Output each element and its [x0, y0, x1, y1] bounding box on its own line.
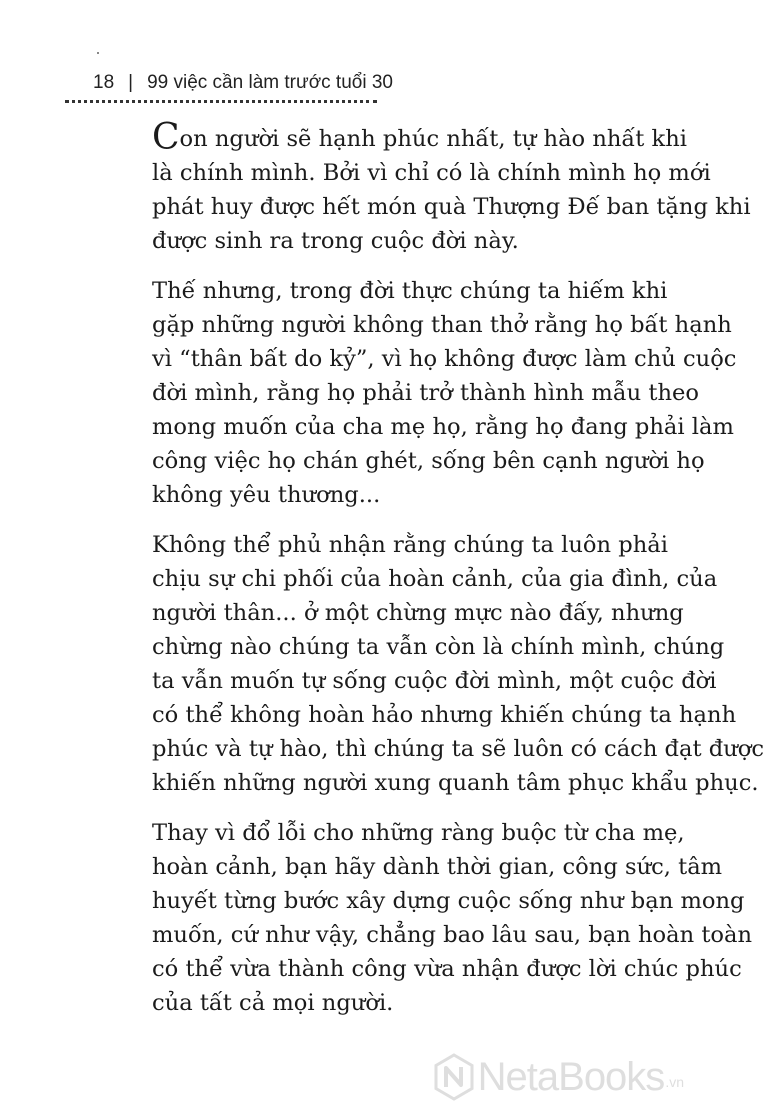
text-line — [152, 342, 737, 376]
watermark — [434, 1054, 684, 1100]
line-text: vì “thân bất do kỷ”, vì họ không được làm chủ cuộc — [152, 346, 737, 372]
paragraph — [152, 528, 764, 800]
text-line — [152, 156, 711, 190]
line-text: mong muốn của cha mẹ họ, rằng họ đang phải làm — [152, 414, 734, 440]
line-text: công việc họ chán ghét, sống bên cạnh người họ — [152, 448, 705, 474]
text-line — [152, 986, 594, 1020]
watermark-brand: NetaBooks — [477, 1054, 665, 1099]
text-line — [152, 952, 742, 986]
line-text: được sinh ra trong cuộc đời này. — [152, 228, 519, 254]
text-line — [152, 698, 737, 732]
line-text: huyết từng bước xây dựng cuộc sống như bạn mong — [152, 888, 745, 914]
text-line — [152, 190, 751, 224]
text-line — [152, 732, 764, 766]
watermark-suffix: .vn — [665, 1074, 684, 1090]
line-text: khiến những người xung quanh tâm phục khẩu phục. — [152, 770, 759, 796]
line-text: có thể không hoàn hảo nhưng khiến chúng ta hạnh — [152, 702, 737, 728]
printer-mark — [97, 52, 99, 54]
netabooks-logo-icon — [434, 1054, 474, 1100]
text-line — [152, 444, 705, 478]
line-text: chịu sự chi phối của hoàn cảnh, của gia đình, của — [152, 566, 718, 592]
text-line — [152, 850, 723, 884]
line-text: không yêu thương... — [152, 482, 381, 508]
text-line — [152, 562, 718, 596]
line-text: on người sẽ hạnh phúc nhất, tự hào nhất khi — [179, 126, 688, 152]
text-line — [152, 410, 734, 444]
text-line — [152, 630, 725, 664]
text-line — [152, 884, 745, 918]
line-text: người thân... ở một chừng mực nào đấy, nhưng — [152, 600, 684, 626]
text-line — [152, 596, 684, 630]
paragraph — [152, 816, 753, 1020]
line-text: Thay vì đổ lỗi cho những ràng buộc từ cha mẹ, — [152, 820, 685, 846]
line-text: gặp những người không than thở rằng họ bất hạnh — [152, 312, 732, 338]
text-line — [152, 224, 594, 258]
paragraph — [152, 117, 751, 258]
line-text: hoàn cảnh, bạn hãy dành thời gian, công sức, tâm — [152, 854, 723, 880]
text-line — [152, 816, 685, 850]
line-text: có thể vừa thành công vừa nhận được lời chúc phúc — [152, 956, 742, 982]
text-line — [152, 376, 700, 410]
line-text: Thế nhưng, trong đời thực chúng ta hiếm khi — [152, 278, 668, 304]
text-line — [152, 274, 668, 308]
paragraph — [152, 274, 737, 512]
line-text: ta vẫn muốn tự sống cuộc đời mình, một cuộc đời — [152, 668, 717, 694]
body-text — [152, 117, 764, 1036]
running-header — [93, 72, 393, 94]
line-text: muốn, cứ như vậy, chẳng bao lâu sau, bạn hoàn toàn — [152, 922, 753, 948]
line-text: đời mình, rằng họ phải trở thành hình mẫu theo — [152, 380, 700, 406]
page-number: 18 — [93, 72, 115, 93]
line-text: là chính mình. Bởi vì chỉ có là chính mình họ mới — [152, 160, 711, 186]
text-line — [152, 766, 759, 800]
header-dotted-rule — [65, 100, 377, 103]
text-line — [152, 918, 753, 952]
text-line — [152, 528, 668, 562]
text-line — [152, 478, 594, 512]
line-text: của tất cả mọi người. — [152, 990, 394, 1016]
line-text: Không thể phủ nhận rằng chúng ta luôn phải — [152, 532, 668, 558]
text-line — [152, 117, 688, 158]
line-text: phúc và tự hào, thì chúng ta sẽ luôn có cách đạt được — [152, 736, 764, 762]
text-line — [152, 308, 732, 342]
drop-cap: C — [152, 117, 180, 158]
header-separator: | — [128, 72, 134, 93]
book-title: 99 việc cần làm trước tuổi 30 — [147, 72, 393, 93]
text-line — [152, 664, 717, 698]
line-text: chừng nào chúng ta vẫn còn là chính mình, chúng — [152, 634, 725, 660]
line-text: phát huy được hết món quà Thượng Đế ban tặng khi — [152, 194, 751, 220]
